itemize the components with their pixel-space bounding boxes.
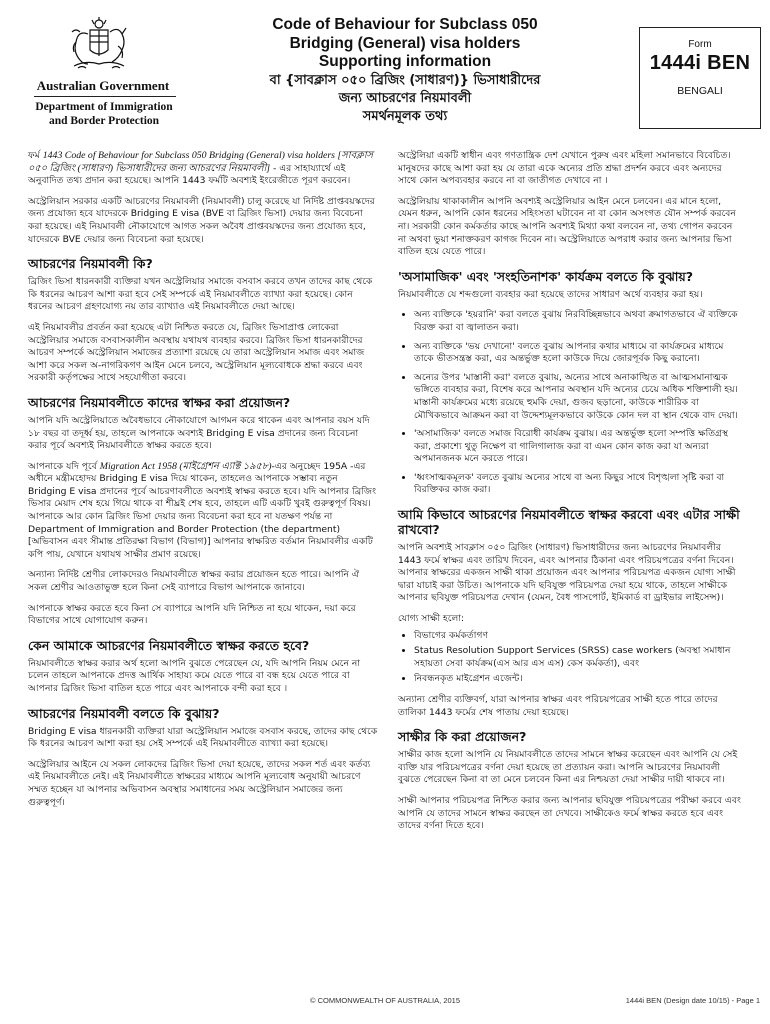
heading-who-signs: আচরণের নিয়মাবলীতে কাদের স্বাক্ষর করা প্রয়োজন? bbox=[28, 394, 291, 410]
list-item: • 'ধ্বংসাত্মকমূলক' বলতে বুঝায় অন্যের সাথে বা অন্য কিছুর সাথে বিশৃঙ্খলা সৃষ্টি করা বা বিরক্তিকর কাজ করা। bbox=[414, 472, 742, 497]
department-line-1: Department of Immigration bbox=[35, 101, 173, 113]
witness-intro: যোগ্য সাক্ষী হলো: bbox=[398, 613, 465, 625]
list-item: • অন্য ব্যক্তিকে 'ভয় দেখানো' বলতে বুঝায় আপনার কথার মাধ্যমে বা কার্যক্রমের মাধ্যমে তাকে ভীতসন্ত্রস্ত করা, এর অন্তর্ভুক্ত হলো কাউকে দিয়ে জোরপূর্বক কিছু করানো। bbox=[414, 341, 742, 366]
copyright-notice: © COMMONWEALTH OF AUSTRALIA, 2015 bbox=[310, 996, 460, 1005]
intro-paragraph bbox=[28, 150, 378, 188]
header-divider bbox=[34, 96, 176, 97]
sign-paragraph-2: অন্যান্য শ্রেণীর ব্যক্তিবর্গ, যারা আপনার স্বাক্ষর এবং পরিচয়পত্রের সাক্ষী হতে পারে তাদের তালিকা 1443 ফর্মের শেষ পাতায় দেয়া হয়েছে। bbox=[398, 694, 718, 718]
mean-paragraph-2: অস্ট্রেলিয়ার আইনে যে সকল লোকদের ব্রিজিং ভিসা দেয়া হয়েছে, তাদের সকল শর্ত এবং কর্তব্য এই নিয়মাবলীতে নেই। এই নিয়মাবলীতে স্বাক্ষরের মাধ্যমে আপনি মূল্যবোধ অনুযায়ী আচরণে সম্মত হচ্ছেন যা আপনার অভিবাসন অবস্থার সমাধানের সময় অস্ট্রেলিয়ান সমাজের জন্য গুরুত্বপূর্ণ। bbox=[28, 758, 371, 808]
left-column bbox=[28, 150, 378, 817]
title-line-2: Bridging (General) visa holders bbox=[289, 34, 521, 52]
witness-paragraph-2: সাক্ষী আপনার পরিচয়পত্র নিশ্চিত করার জন্য আপনার ছবিযুক্ত পরিচয়পত্রের পরীক্ষা করবে এবং আপনি যে তাদের সামনে স্বাক্ষর করছেন তা দেখবে। সাক্ষীকেও ফর্মে স্বাক্ষর করতে হবে এবং তাদের বর্ণনা দিতে হবে। bbox=[398, 794, 741, 832]
list-item: • 'অসামাজিক' বলতে সমাজ বিরোধী কার্যক্রম বুঝায়। এর অন্তর্ভুক্ত হলো সম্পত্তি ক্ষতিগ্রস্থ করা, প্রকাশ্যে থুতু নিক্ষেপ বা গালিগালাজ করা বা এমন কোন কাজ করা যা অন্যরা অপমানজনক মনে করতে পারে। bbox=[414, 428, 742, 466]
what-paragraph-2: এই নিয়মাবলীর প্রবর্তন করা হয়েছে এটা নিশ্চিত করতে যে, ব্রিজিং ভিসাপ্রাপ্ত লোকেরা অস্ট্রেলিয়ার সমাজে বসবাসকালীন অবস্থায় যথাযথ ব্যবহার করবে। ব্রিজিং ভিসা ধারনকারীদের আচরণ সম্পর্কে অস্ট্রেলিয়ান সমাজের প্রত্যাশা রয়েছে যে তারা অস্ট্রেলিয়ান সমাজ এবং সমাজ আশা করে সকল অ-নাগরিকগণ আইন মেনে চলবে, অস্ট্রেলিয়ান মূল্যবোধকে শ্রদ্ধা করবে এবং সরকারী কর্তৃপক্ষের সাথে সহযোগীতা করবে। bbox=[28, 321, 365, 384]
coat-of-arms-icon bbox=[66, 16, 132, 74]
right-column bbox=[398, 150, 742, 841]
heading-how-to-sign: আমি কিভাবে আচরণের নিয়মাবলীতে স্বাক্ষর করবো এবং এটার সাক্ষী রাখবো? bbox=[398, 507, 740, 538]
list-item: • নিবন্ধনকৃত মাইগ্রেশন এজেন্ট। bbox=[414, 673, 742, 686]
list-item: • অন্য ব্যক্তিকে 'হয়রানি' করা বলতে বুঝায় নিরবিচ্ছিন্নভাবে অথবা ক্রমাগতভাবে ঐ ব্যক্তিকে বিরক্ত করা বা জ্বালাতন করা। bbox=[414, 309, 742, 334]
who-text-post: -এর অনুচ্ছেদ 195A -এর অধীনে মন্ত্রীমহোদয় Bridging E visa দিয়ে থাকেন, তাহলেও আপনাকে সম্ভাব্য নতুন Bridging E visa প্রদানের পূর্বে আচরণাবলীতে অবশ্যই স্বাক্ষর করতে হবে। যদি আপনার ব্রিজিং ভিসার মেয়াদ শেষ হয়ে গিয়ে থাকে বা শীঘ্রই শেষ হবে, তাহলে এটি একটি খুবই গুরুত্বপূর্ণ বিষয়। আপনাকে আর কোন ব্রিজিং ভিসা দেয়ার জন্য বিবেচনা করা হবে না যতক্ষণ পর্যন্ত না Department of Immigration and Border Protection (the department) [অভিবাসন এবং সীমান্ত প্রতিরক্ষা বিভাগ (বিভাগ)] আপনার স্বাক্ষরিত বর্তমান নিয়মাবলীর একটি কপি পায়, যেখানে যথাযথ সাক্ষীর প্রমাণ রয়েছে। bbox=[28, 460, 377, 560]
title-line-1: Code of Behaviour for Subclass 050 bbox=[272, 16, 538, 33]
form-id-box bbox=[639, 27, 761, 129]
witness-paragraph-1: সাক্ষীর কাজ হলো আপনি যে নিয়মাবলীতে তাদের সামনে স্বাক্ষর করেছেন এবং আপনি যে সেই ব্যক্তি যার পরিচয়পত্রের বর্ণনা দেয়া হয়েছে তা প্রত্যায়ন করা। আপনি আচরণের নিয়মাবলী বুঝতে পেরেছেন কিনা বা তা মেনে চলবেন কিনা এর নিশ্চয়তা দেয়া সাক্ষীর দায়ী থাকবে না। bbox=[398, 749, 738, 786]
who-text-pre: আপনাকে যদি পূর্বে bbox=[28, 460, 100, 472]
what-paragraph-1: ব্রিজিং ভিসা ধারনকারী ব্যক্তিরা যখন অস্ট্রেলিয়ার সমাজে বসবাস করবে তখন তাদের কাছ থেকে কি ধরনের আচরণ আশা করা হবে সেই সম্পর্কে এই নিয়মাবলীতে ব্যাখ্যা করা হয়েছে। কোন ধরনের আচরণ গ্রহণযোগ্য নয় তার ব্যাখ্যাও এই নিয়মাবলীতে দেয়া আছে। bbox=[28, 276, 373, 313]
intro-text-post: - এর সাহায্যার্থে এই অনুবাদিত তথ্য প্রদান করা হয়েছে। আপনি 1443 ফর্মটি অবশ্যই ইংরেজীতে পূরণ করবেন। bbox=[28, 162, 351, 187]
form-number: 1444i BEN bbox=[649, 52, 751, 74]
government-name: Australian Government bbox=[36, 78, 170, 93]
heading-witness-role: সাক্ষীর কি করা প্রয়োজন? bbox=[398, 729, 527, 745]
heading-why-sign: কেন আমাকে আচরণের নিয়মাবলীতে স্বাক্ষর করতে হবে? bbox=[28, 637, 310, 653]
intro-paragraph-2: অস্ট্রেলিয়ান সরকার একটি আচরণের নিয়মাবলী (নিয়মাবলী) চালু করেছে যা নির্দিষ্ট প্রাপ্তবয়স্কদের জন্য প্রযোজ্য হবে যাদেরকে Bridging E visa (BVE বা ব্রিজিং ভিসা) দেয়ার জন্য বিবেচনা করা হয়েছে। এই নিয়মাবলী নৌকাযোগে আগত সকল অবৈধ প্রাপ্তবয়স্কদের জন্য প্রযোজ্য হবে, যাদেরকে BVE দেয়ার জন্য বিবেচনা করা হয়েছে। bbox=[28, 195, 375, 245]
mean-paragraph-1: Bridging E visa ধারনকারী ব্যক্তিরা যারা অস্ট্রেলিয়ান সমাজে বসবাস করছে, তাদের কাছ থেকে কি ধরনের আচরণ আশা করা হয় সেই সম্পর্কে এই নিয়মাবলীতে ব্যাখ্যা করা হয়েছে। bbox=[28, 725, 378, 750]
title-bn-line-3: সমর্থনমূলক তথ্য bbox=[362, 109, 448, 124]
list-item: • বিভাগের কর্মকর্তাগণ bbox=[414, 630, 742, 643]
page-number: 1444i BEN (Design date 10/15) - Page 1 bbox=[625, 996, 760, 1005]
witness-list bbox=[398, 630, 742, 686]
who-paragraph-2 bbox=[28, 461, 378, 562]
right-paragraph-1: অস্ট্রেলিয়া একটি স্বাধীন এবং গণতান্ত্রিক দেশ যেখানে পুরুষ এবং মহিলা সমানভাবে বিবেচিত। মানুষদের কাছে আশা করা হয় যে তারা একে অন্যের প্রতি শ্রদ্ধা প্রদর্শন করবে এবং অন্যদের সাথে কোন অপব্যবহার করবে না বা জাতীগত দেখাবে না । bbox=[398, 150, 731, 187]
list-item: • Status Resolution Support Services (SRSS) case workers (অবস্থা সমাধান সহায়তা সেবা কার্যক্রম(এস আর এস এস) কেস কর্মকর্তা), এবং bbox=[414, 645, 742, 670]
right-paragraph-2: অস্ট্রেলিয়ায় থাকাকালীন আপনি অবশ্যই অস্ট্রেলিয়ার আইন মেনে চলবেন। এর মানে হলো, যেমন ধরুন, আপনি কোন ধরনের সহিংসতা ঘটাবেন না বা কোন অসংগত যৌন সম্পর্ক করবেন না। সরকারী কোন কর্মকর্তার কাছে আপনি অবশ্যই মিথ্যা কথা বলবেন না, তথ্য গোপন করবেন না অথবা ভুয়া শনাক্তকরণ কাগজ দিবেন না। অস্ট্রেলিয়াতে অপরাধ করার জন্য আপনার ভিসা বাতিল হয়ে যেতে পারে। bbox=[398, 195, 736, 258]
title-bn-line-2: জন্য আচরণের নিয়মাবলী bbox=[338, 91, 472, 106]
department-line-2: and Border Protection bbox=[48, 115, 160, 127]
who-paragraph-3: অন্যান্য নির্দিষ্ট শ্রেণীর লোকদেরও নিয়মাবলীতে স্বাক্ষর করার প্রয়োজন হতে পারে। আপনি ঐ সকল শ্রেণীর আওতাভুক্ত হলে কিনা সেই ব্যাপারে বিভাগ আপনাকে জানাবে। bbox=[28, 569, 360, 594]
document-title bbox=[210, 16, 600, 72]
list-item: • অন্যের উপর 'মাস্তানী করা' বলতে বুঝায়, অন্যের সাথে অনাকাঙ্খিত বা আত্মসমানাত্মক ভঙ্গিতে ব্যবহার করা, বিশেষ করে আপনার অবস্থান যদি অন্যের চেয়ে অধিক শক্তিশালী হয়। মাস্তানী কার্যক্রমের মধ্যে রয়েছে হুমকি দেয়া, গুজব ছড়ানো, কাউকে শারীরিক বা মৌখিকভাবে আক্রমন করা বা উদ্দেশ্যমূলকভাবে কাউকে কোন দল বা স্থান থেকে বাদ দেয়া। bbox=[414, 372, 742, 422]
intro-text-pre: ফর্ম bbox=[28, 150, 43, 161]
heading-antisocial-disruptive: 'অসামাজিক' এবং 'সংহতিনাশক' কার্যক্রম বলতে কি বুঝায়? bbox=[398, 268, 694, 284]
document-title-bengali bbox=[210, 72, 600, 126]
migration-act-reference: Migration Act 1958 (মাইগ্রেশন এ্যাক্ট ১৯৫৮) bbox=[99, 460, 272, 472]
why-paragraph-1: নিয়মাবলীতে স্বাক্ষর করার অর্থ হলো আপনি বুঝতে পেরেছেন যে, যদি আপনি নিয়ম মেনে না চলেন তাহলে আপনাকে প্রদত্ত আর্থিক সাহায্য কমে যেতে পারে বা বন্ধ হয়ে যেতে পারে বা আপনার ব্রিজিং ভিসা বাতিল হতে পারে এবং আপনাকে বন্দী করা হবে । bbox=[28, 657, 361, 694]
department-name bbox=[28, 100, 180, 128]
form-language: BENGALI bbox=[677, 85, 723, 97]
heading-what-means: আচরণের নিয়মাবলী বলতে কি বুঝায়? bbox=[28, 705, 220, 721]
who-paragraph-1: আপনি যদি অস্ট্রেলিয়াতে অবৈধভাবে নৌকাযোগে আগমন করে থাকেন এবং আপনার বয়স যদি ১৮ বছর বা তদূর্ধ্ব হয়, তাহলে আপনাকে অবশ্যই Bridging E visa প্রদানের জন্য বিবেচনা করার পূর্বে অবশ্যই নিয়মাবলীতে স্বাক্ষর করতে হবে। bbox=[28, 414, 370, 452]
sign-paragraph-1: আপনি অবশ্যই সাবক্লাস ০৫০ ব্রিজিং (সাধারণ) ভিসাধারীদের জন্য আচরণের নিয়মাবলীর 1443 ফর্মে স্বাক্ষর এবং তারিখ দিবেন, এবং আপনার ঠিকানা এবং পরিচয়পত্রের বর্ণনা দিবেন। আপনার স্বাক্ষরের একজন সাক্ষী থাকা প্রয়োজন এবং আপনার পরিচয়পত্র একজন যোগ্য সাক্ষী দ্বারা যাচাই করা উচিত। আপনাকে যদি ছবিযুক্ত পরিচয়পত্র দেয়া হয়ে থাকে, তাহলে সাক্ষীকে আপনার ছবিযুক্ত পরিচয়পত্র দেখান (যেমন, বৈধ পাসপোর্ট, ইমিকার্ড বা ড্রাইভার লাইসেন্স)। bbox=[398, 542, 736, 604]
definition-list bbox=[398, 309, 742, 497]
who-paragraph-4: আপনাকে স্বাক্ষর করতে হবে কিনা সে ব্যাপারে আপনি যদি নিশ্চিত না হয়ে থাকেন, দয়া করে বিভাগের সাথে যোগাযোগ করুন। bbox=[28, 602, 356, 627]
antisocial-intro: নিয়মাবলীতে যে শব্দগুলো ব্যবহার করা হয়েছে তাদের সাধারণ অর্থে ব্যবহার করা হয়। bbox=[398, 288, 703, 300]
title-bn-line-1: বা {সাবক্লাস ০৫০ ব্রিজিং (সাধারণ)} ভিসাধারীদের bbox=[269, 73, 541, 88]
intro-form-title: 1443 Code of Behaviour for Subclass 050 Bridging (General) visa holders [সাবক্লাস ০৫০ ব্রিজিং (সাধারণ) ভিসাধারীদের জন্য আচরণের নিয়মাবলী] bbox=[28, 150, 374, 174]
heading-what-is-code: আচরণের নিয়মাবলী কি? bbox=[28, 256, 153, 272]
form-label: Form bbox=[688, 39, 712, 50]
title-line-3: Supporting information bbox=[318, 53, 492, 70]
